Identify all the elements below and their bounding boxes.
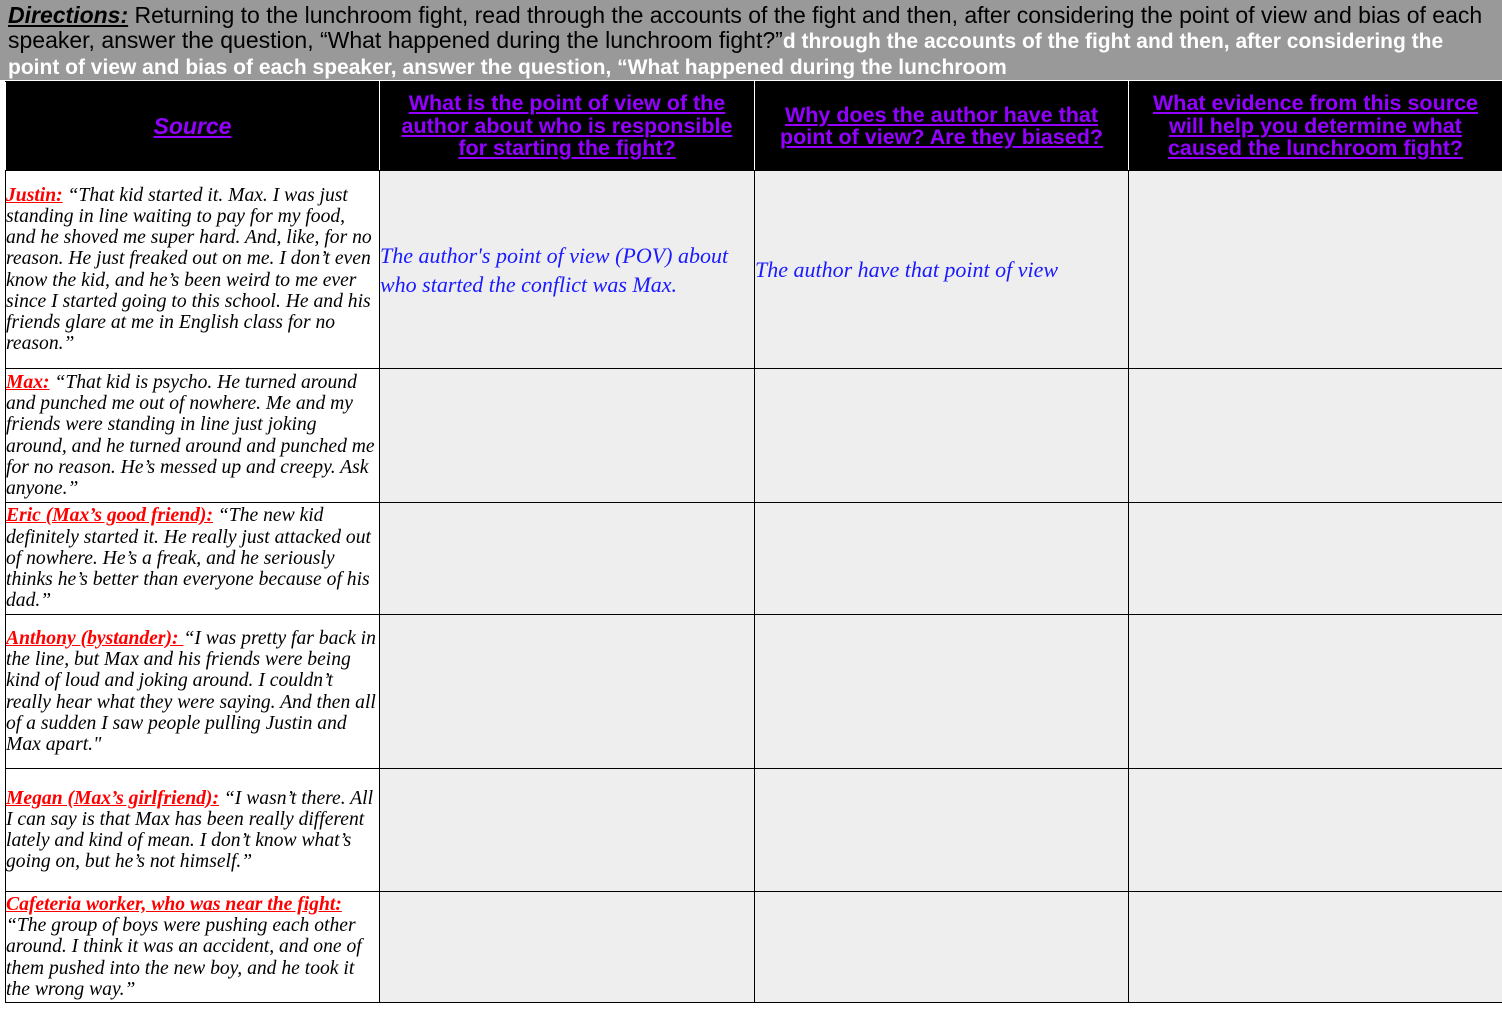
speaker-quote: “The group of boys were pushing each other around. I think it was an accident, and one of them pushed into the new boy, and he took it the wrong way.” bbox=[6, 915, 362, 1000]
pov-answer-field[interactable] bbox=[380, 369, 755, 503]
bias-answer-field[interactable] bbox=[755, 892, 1129, 1003]
speaker-quote: “I wasn’t there. All I can say is that Max has been really different lately and kind of mean. I don’t know what’s going on, but he’s not himself.” bbox=[6, 787, 374, 873]
pov-answer-field[interactable] bbox=[380, 615, 755, 769]
speaker-name: Justin: bbox=[6, 184, 63, 206]
source-cell bbox=[6, 171, 380, 369]
speaker-quote: “That kid is psycho. He turned around and punched me out of nowhere. Me and my friends were standing in line just joking around, and he turned around and punched me for no reason. He’s messed up and creepy. Ask anyone.” bbox=[6, 371, 375, 499]
pov-answer-field[interactable] bbox=[380, 503, 755, 615]
speaker-name: Megan (Max’s girlfriend): bbox=[6, 787, 219, 809]
pov-answer-field[interactable] bbox=[380, 769, 755, 892]
pov-answer-field[interactable]: The author's point of view (POV) about who started the conflict was Max. bbox=[380, 171, 755, 369]
source-analysis-table bbox=[5, 81, 1502, 1003]
source-cell bbox=[6, 615, 380, 769]
table-row-eric bbox=[6, 503, 1502, 615]
header-point-of-view: What is the point of view of the author about who is responsible for starting the fight? bbox=[380, 82, 755, 171]
header-row bbox=[6, 82, 1502, 171]
directions-label: Directions: bbox=[8, 2, 129, 28]
source-cell bbox=[6, 369, 380, 503]
evidence-answer-field[interactable] bbox=[1129, 171, 1502, 369]
table-row-cafeteria-worker bbox=[6, 892, 1502, 1003]
header-evidence: What evidence from this source will help you determine what caused the lunchroom fight? bbox=[1129, 82, 1502, 171]
source-cell bbox=[6, 892, 380, 1003]
source-cell bbox=[6, 503, 380, 615]
bias-answer-field[interactable] bbox=[755, 503, 1129, 615]
evidence-answer-field[interactable] bbox=[1129, 369, 1502, 503]
bias-answer-field[interactable] bbox=[755, 615, 1129, 769]
evidence-answer-field[interactable] bbox=[1129, 503, 1502, 615]
header-bias: Why does the author have that point of view? Are they biased? bbox=[755, 82, 1129, 171]
evidence-answer-field[interactable] bbox=[1129, 892, 1502, 1003]
source-cell bbox=[6, 769, 380, 892]
header-source: Source bbox=[6, 82, 380, 171]
speaker-name: Eric (Max’s good friend): bbox=[6, 505, 213, 527]
pov-answer-field[interactable] bbox=[380, 892, 755, 1003]
speaker-quote: “The new kid definitely started it. He really just attacked out of nowhere. He’s a freak, and he seriously thinks he’s better than everyone because of his dad.” bbox=[6, 505, 371, 612]
evidence-answer-field[interactable] bbox=[1129, 615, 1502, 769]
speaker-quote: “That kid started it. Max. I was just standing in line waiting to pay for my food, and he shoved me super hard. And, like, for no reason. He just freaked out on me. I don’t even know the kid, and he’s been weird to me ever since I started going to this school. He and his friends glare at me in English class for no reason.” bbox=[6, 184, 372, 355]
speaker-name: Max: bbox=[6, 371, 50, 393]
speaker-quote: “I was pretty far back in the line, but Max and his friends were being kind of loud and joking around. I couldn’t really hear what they were saying. And then all of a sudden I saw people pulling Justin and Max apart." bbox=[6, 627, 376, 755]
bias-answer-field[interactable]: The author have that point of view bbox=[755, 171, 1129, 369]
evidence-answer-field[interactable] bbox=[1129, 769, 1502, 892]
speaker-name: Cafeteria worker, who was near the fight: bbox=[6, 893, 342, 915]
bias-answer-field[interactable] bbox=[755, 769, 1129, 892]
directions-text: Returning to the lunchroom fight, read through the accounts of the fight and then, after considering the point of view and bias of each speaker, answer the question, “What happened during the lunchroom fight?” bbox=[8, 2, 1483, 53]
table-row-megan bbox=[6, 769, 1502, 892]
speaker-name: Anthony (bystander): bbox=[6, 627, 184, 649]
directions-overlap-text: d through the accounts of the fight and then, after considering the point of view and bias of each speaker, answer the question, “What happened during the lunchroom bbox=[8, 29, 1444, 79]
table-row-anthony bbox=[6, 615, 1502, 769]
directions-banner bbox=[0, 0, 1502, 80]
table-row-justin bbox=[6, 171, 1502, 369]
bias-answer-field[interactable] bbox=[755, 369, 1129, 503]
table-row-max bbox=[6, 369, 1502, 503]
